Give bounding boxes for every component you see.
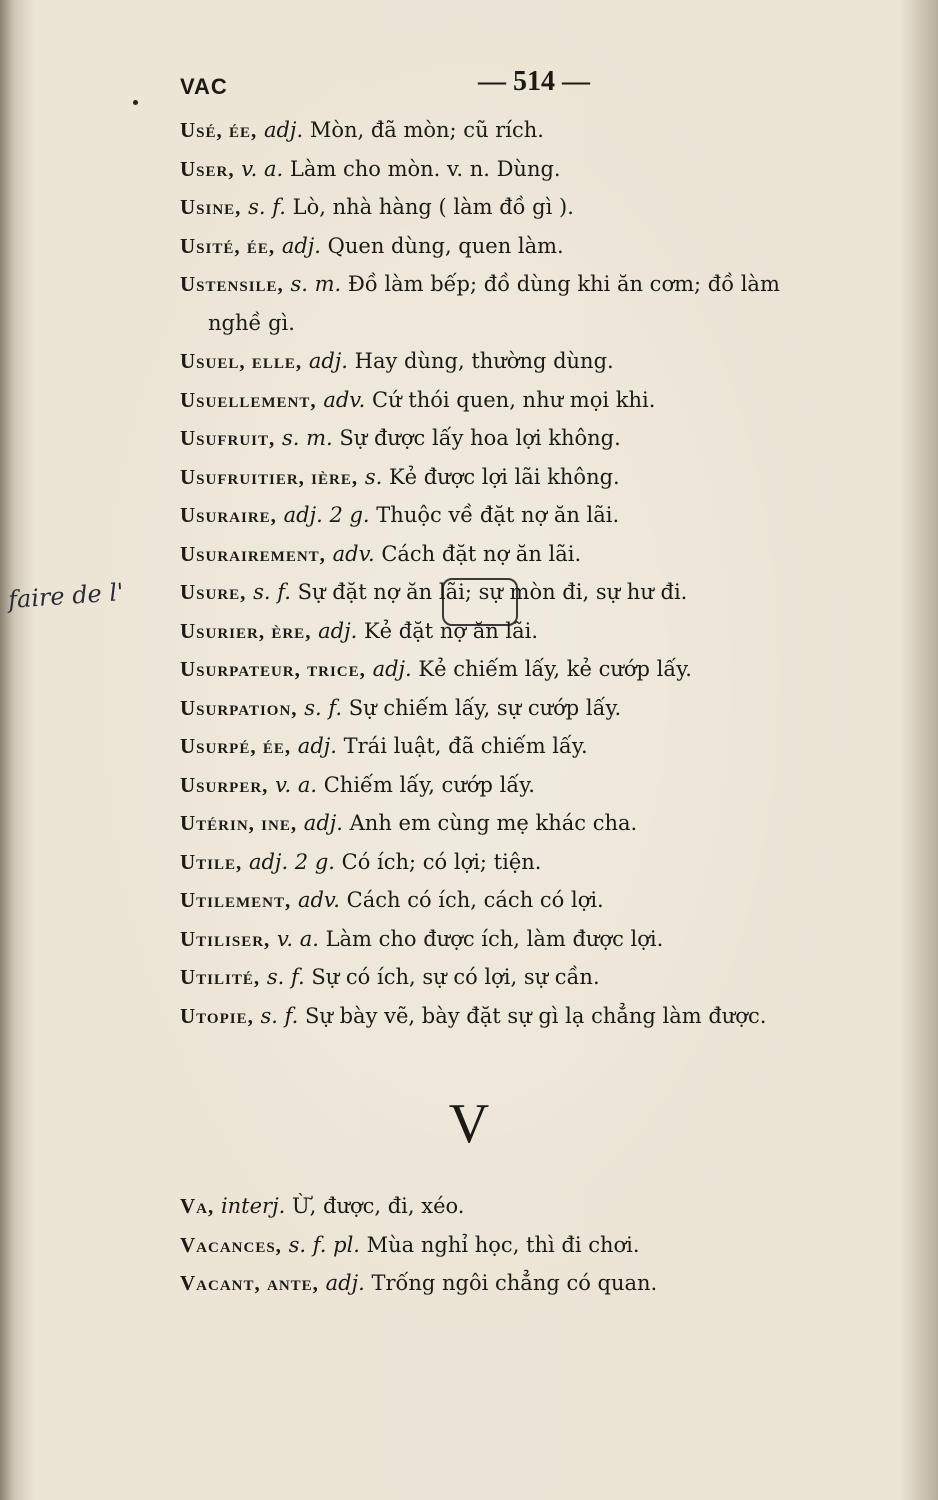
headword: Usuellement,	[180, 387, 317, 412]
entry	[180, 650, 900, 689]
headword: Usurper,	[180, 772, 269, 797]
grammar-label: s. m.	[281, 426, 333, 450]
entry	[180, 535, 900, 574]
page-number: — 514 —	[478, 66, 590, 97]
grammar-label: adj.	[308, 349, 348, 373]
headword: Usuraire,	[180, 503, 277, 527]
grammar-label: adj.	[297, 734, 337, 758]
definition: Lò, nhà hàng ( làm đồ gì ).	[292, 195, 574, 219]
definition: Kẻ chiếm lấy, kẻ cướp lấy.	[418, 657, 692, 681]
headword: Usurairement,	[180, 541, 326, 566]
headword: Utilité,	[180, 965, 261, 989]
headword: Usurpateur, trice,	[180, 657, 366, 681]
definition: Trống ngôi chẳng có quan.	[371, 1271, 658, 1295]
headword: Usufruitier, ière,	[180, 464, 359, 489]
grammar-label: s. f.	[260, 1003, 299, 1028]
definition: Anh em cùng mẹ khác cha.	[349, 811, 638, 835]
definition: Sự chiếm lấy, sự cướp lấy.	[348, 695, 622, 720]
definition: Thuộc về đặt nợ ăn lãi.	[376, 503, 620, 527]
definition: Sự bày vẽ, bày đặt sự gì lạ chẳng làm được.	[305, 1003, 767, 1028]
headword: Usurpé, ée,	[180, 734, 292, 758]
definition: Ừ, được, đi, xéo.	[291, 1194, 465, 1218]
handwritten-margin-note: faire de l'	[7, 578, 125, 614]
entry	[180, 265, 900, 304]
grammar-label: adv.	[297, 888, 340, 912]
entry	[180, 188, 900, 227]
definition: nghề gì.	[208, 310, 295, 335]
headword: Utiliser,	[180, 926, 271, 951]
grammar-label: adj.	[303, 811, 343, 835]
headword: Ustensile,	[180, 272, 284, 296]
entry	[180, 804, 900, 843]
entry	[180, 612, 900, 651]
entry	[180, 727, 900, 766]
definition: Có ích; có lợi; tiện.	[341, 849, 542, 874]
grammar-label: v. a.	[276, 926, 319, 951]
definition: Đồ làm bếp; đồ dùng khi ăn cơm; đồ làm	[347, 272, 780, 296]
dictionary-entries-u	[180, 111, 900, 1035]
grammar-label: interj.	[220, 1194, 286, 1218]
running-head: VAC	[180, 74, 228, 99]
grammar-label: adj.	[281, 233, 321, 258]
entry	[180, 573, 900, 612]
headword: Utile,	[180, 849, 243, 874]
grammar-label: adj. 2 g.	[248, 849, 335, 874]
grammar-label: s. m.	[290, 272, 342, 296]
entry	[180, 1187, 900, 1226]
definition: Kẻ được lợi lãi không.	[388, 464, 620, 489]
headword: Usité, ée,	[180, 233, 276, 258]
headword: Utilement,	[180, 888, 292, 912]
definition: Sự được lấy hoa lợi không.	[339, 426, 621, 450]
page-header	[0, 66, 938, 106]
grammar-label: v. a.	[275, 772, 318, 797]
headword: Usurier, ère,	[180, 618, 312, 643]
headword: Utérin, ine,	[180, 811, 298, 835]
entry	[180, 1226, 900, 1265]
grammar-label: s. f.	[253, 580, 291, 604]
definition: Làm cho mòn. v. n. Dùng.	[289, 156, 561, 181]
grammar-label: adj.	[372, 657, 412, 681]
grammar-label: adj. 2 g.	[283, 503, 370, 527]
entry	[180, 227, 900, 266]
headword: Usufruit,	[180, 426, 276, 450]
dictionary-entries-v	[180, 1187, 900, 1303]
entry	[180, 843, 900, 882]
headword: Vacances,	[180, 1232, 282, 1257]
entry	[180, 958, 900, 997]
entry	[180, 920, 900, 959]
grammar-label: s. f.	[248, 195, 286, 219]
entry	[180, 381, 900, 420]
definition: Quen dùng, quen làm.	[327, 233, 564, 258]
definition: Cách có ích, cách có lợi.	[346, 888, 604, 912]
definition: Mòn, đã mòn; cũ rích.	[309, 118, 544, 142]
section-letter: V	[448, 1093, 490, 1155]
definition: Cách đặt nợ ăn lãi.	[381, 541, 582, 566]
definition: Chiếm lấy, cướp lấy.	[323, 772, 535, 797]
entry	[180, 150, 900, 189]
grammar-label: v. a.	[241, 156, 284, 181]
headword: Usure,	[180, 580, 247, 604]
entry	[180, 496, 900, 535]
grammar-label: adj.	[263, 118, 304, 142]
definition: Sự đặt nợ ăn lãi; sự mòn đi, sự hư đi.	[297, 580, 688, 604]
ink-dot	[133, 100, 138, 105]
entry	[180, 766, 900, 805]
headword: Utopie,	[180, 1003, 254, 1028]
grammar-label: adv.	[323, 387, 366, 412]
headword: User,	[180, 156, 235, 181]
entry	[180, 419, 900, 458]
grammar-label: adj.	[325, 1271, 365, 1295]
definition: Làm cho được ích, làm được lợi.	[325, 926, 664, 951]
headword: Usé, ée,	[180, 118, 258, 142]
grammar-label: s. f.	[304, 695, 343, 720]
grammar-label: s.	[364, 464, 383, 489]
entry	[208, 304, 900, 343]
definition: Cứ thói quen, như mọi khi.	[372, 387, 656, 412]
definition: Mùa nghỉ học, thì đi chơi.	[366, 1232, 640, 1257]
headword: Usuel, elle,	[180, 349, 303, 373]
headword: Usurpation,	[180, 695, 298, 720]
headword: Vacant, ante,	[180, 1271, 319, 1295]
definition: Hay dùng, thường dùng.	[354, 349, 614, 373]
definition: Sự có ích, sự có lợi, sự cần.	[311, 965, 600, 989]
grammar-label: s. f.	[266, 965, 305, 989]
headword: Usine,	[180, 195, 242, 219]
grammar-label: adv.	[332, 541, 375, 566]
entry	[180, 111, 900, 150]
entry	[180, 881, 900, 920]
grammar-label: s. f. pl.	[288, 1232, 360, 1257]
entry	[180, 997, 900, 1036]
entry	[180, 342, 900, 381]
entry	[180, 1264, 900, 1303]
entry	[180, 458, 900, 497]
headword: Va,	[180, 1194, 215, 1218]
definition: Trái luật, đã chiếm lấy.	[343, 734, 588, 758]
entry	[180, 689, 900, 728]
grammar-label: adj.	[318, 618, 358, 643]
definition: Kẻ đặt nợ ăn lãi.	[363, 618, 539, 643]
